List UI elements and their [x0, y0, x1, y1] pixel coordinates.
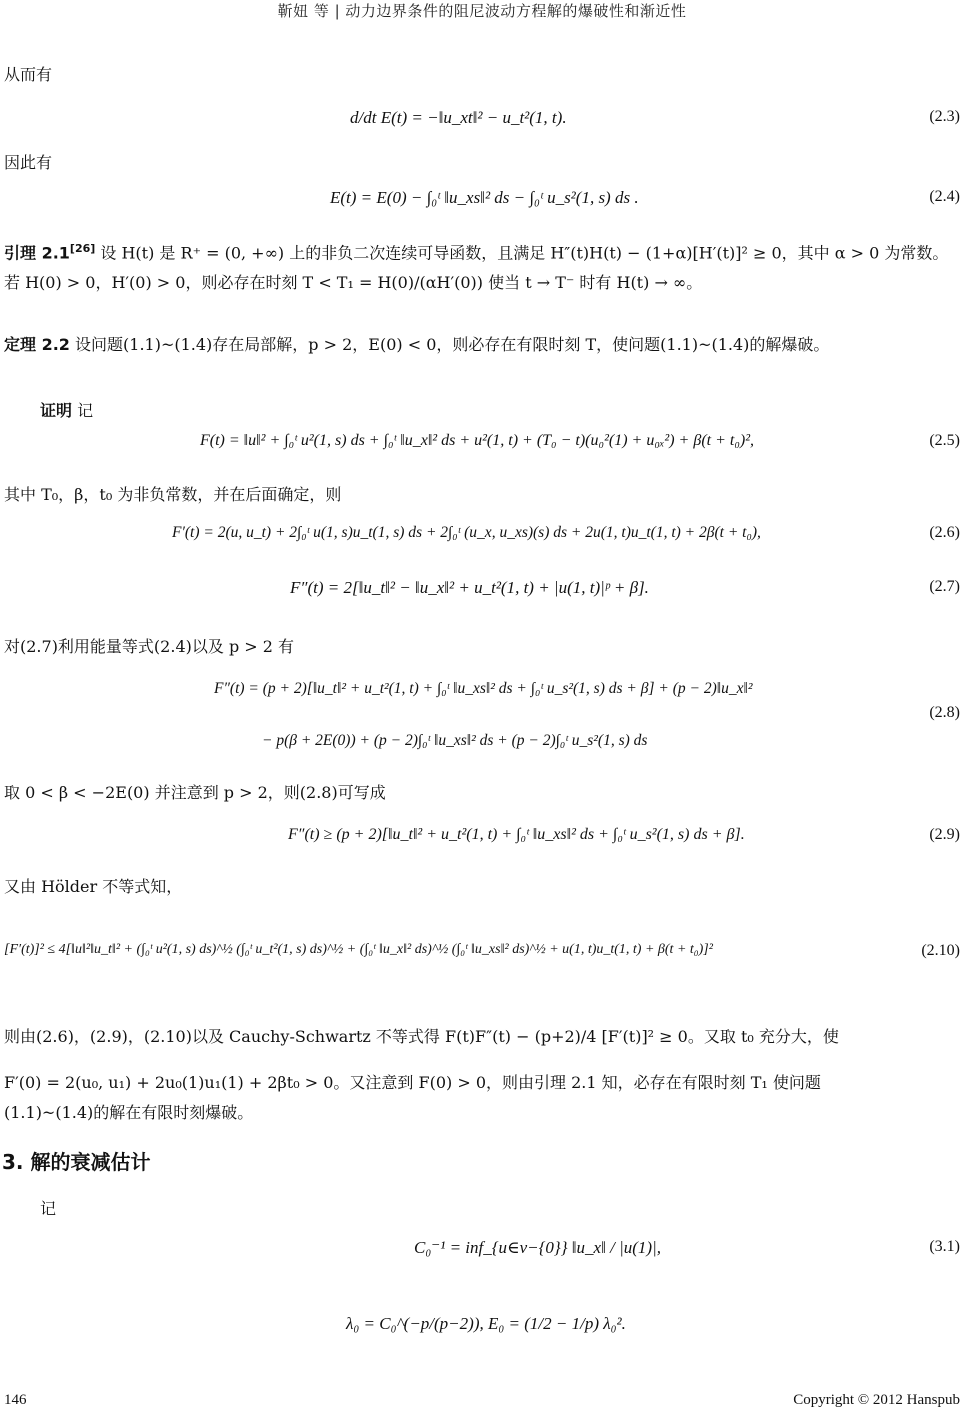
equation-number-2-10: (2.10) [921, 942, 960, 959]
equation-number-2-9: (2.9) [929, 826, 960, 843]
proof-start [40, 396, 940, 426]
equation-2-3: d/dt E(t) = −‖u_xt‖² − u_t²(1, t). [350, 108, 567, 127]
proof-text: 记 [77, 401, 94, 420]
equation-2-6: F′(t) = 2(u, u_t) + 2∫₀ᵗ u(1, s)u_t(1, s) ds + 2∫₀ᵗ (u_x, u_xs)(s) ds + 2u(1, t)u_t(1, t) + 2β(t + t₀), [172, 524, 761, 541]
equation-3-2: λ₀ = C₀^(−p/(p−2)), E₀ = (1/2 − 1/p) λ₀². [346, 1314, 626, 1333]
paragraph-holder: 又由 Hölder 不等式知， [4, 877, 183, 896]
paragraph-conclude-1: 则由(2.6)，(2.9)，(2.10)以及 Cauchy-Schwartz 不等式得 F(t)F″(t) − (p+2)/4 [F′(t)]² ≥ 0。又取 t₀ 充分大，使 [4, 1027, 839, 1046]
running-header: 靳妞 等 | 动力边界条件的阻尼波动方程解的爆破性和渐近性 [277, 2, 687, 20]
paragraph-take-beta: 取 0 < β < −2E(0) 并注意到 p > 2，则(2.8)可写成 [4, 783, 386, 802]
equation-2-9: F″(t) ≥ (p + 2)[‖u_t‖² + u_t²(1, t) + ∫₀ᵗ ‖u_xs‖² ds + ∫₀ᵗ u_s²(1, s) ds + β]. [288, 826, 745, 843]
equation-number-2-5: (2.5) [929, 432, 960, 449]
equation-number-3-1: (3.1) [929, 1238, 960, 1255]
theorem-text: 设问题(1.1)~(1.4)存在局部解，p > 2，E(0) < 0，则必存在有限时刻 T，使问题(1.1)~(1.4)的解爆破。 [75, 335, 830, 354]
page-number: 146 [4, 1392, 27, 1408]
equation-2-10: [F′(t)]² ≤ 4[‖u‖²‖u_t‖² + (∫₀ᵗ u²(1, s) ds)^½ (∫₀ᵗ u_t²(1, s) ds)^½ + (∫₀ᵗ ‖u_x‖² ds)^½ (∫₀ᵗ ‖u_xs‖² ds)^½ + u(1, t)u_t(1, t) + β(t + t₀)]² [4, 942, 713, 957]
equation-number-2-7: (2.7) [929, 578, 960, 595]
proof-label: 证明 [40, 401, 73, 420]
paragraph-conclude-3: (1.1)~(1.4)的解在有限时刻爆破。 [4, 1103, 254, 1122]
theorem-label: 定理 2.2 [4, 335, 70, 354]
paragraph-conclude-2: F′(0) = 2(u₀, u₁) + 2u₀(1)u₁(1) + 2βt₀ > 0。又注意到 F(0) > 0，则由引理 2.1 知，必存在有限时刻 T₁ 使问题 [4, 1073, 821, 1092]
equation-2-7: F″(t) = 2[‖u_t‖² − ‖u_x‖² + u_t²(1, t) + |u(1, t)|ᵖ + β]. [290, 578, 649, 597]
paragraph-where: 其中 T₀，β，t₀ 为非负常数，并在后面确定，则 [4, 485, 342, 504]
equation-2-4: E(t) = E(0) − ∫₀ᵗ ‖u_xs‖² ds − ∫₀ᵗ u_s²(1, s) ds . [330, 188, 639, 207]
equation-2-8-line-1: F″(t) = (p + 2)[‖u_t‖² + u_t²(1, t) + ∫₀ᵗ ‖u_xs‖² ds + ∫₀ᵗ u_s²(1, s) ds + β] + (p − 2)‖u_x‖² [214, 680, 753, 697]
section-heading: 3. 解的衰减估计 [2, 1150, 151, 1174]
equation-number-2-8: (2.8) [929, 704, 960, 721]
paragraph-use-energy: 对(2.7)利用能量等式(2.4)以及 p > 2 有 [4, 637, 295, 656]
equation-number-2-4: (2.4) [929, 188, 960, 205]
lemma-label: 引理 2.1 [4, 243, 70, 263]
lemma-2-1 [4, 234, 962, 298]
lemma-text: 设 H(t) 是 R⁺ = (0, +∞) 上的非负二次连续可导函数，且满足 H″(t)H(t) − (1+α)[H′(t)]² ≥ 0，其中 α > 0 为常数。若 H(0) > 0，H′(0) > 0，则必存在时刻 T < T₁ = H(0)/(αH′(0)) 使当 t → T⁻ 时有 H(t) → ∞。 [4, 243, 949, 293]
equation-2-5: F(t) = ‖u‖² + ∫₀ᵗ u²(1, s) ds + ∫₀ᵗ ‖u_x‖² ds + u²(1, t) + (T₀ − t)(u₀²(1) + u₀ₓ²) + β(t + t₀)², [200, 432, 755, 449]
equation-2-8-line-2: − p(β + 2E(0)) + (p − 2)∫₀ᵗ ‖u_xs‖² ds + (p − 2)∫₀ᵗ u_s²(1, s) ds [262, 732, 648, 749]
theorem-2-2 [4, 330, 962, 360]
equation-number-2-6: (2.6) [929, 524, 960, 541]
paragraph-thus: 从而有 [4, 65, 53, 84]
paragraph-therefore: 因此有 [4, 153, 53, 172]
paragraph-denote: 记 [40, 1199, 57, 1218]
equation-number-2-3: (2.3) [929, 108, 960, 125]
copyright: Copyright © 2012 Hanspub [793, 1392, 960, 1408]
lemma-citation: [26] [69, 242, 96, 255]
equation-3-1: C₀⁻¹ = inf_{u∈v−{0}} ‖u_x‖ / |u(1)|, [414, 1238, 662, 1257]
